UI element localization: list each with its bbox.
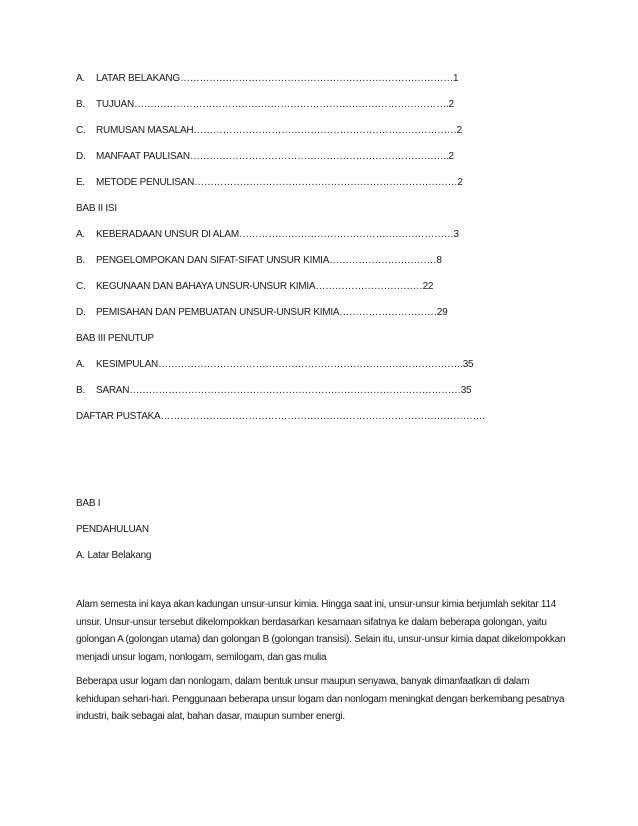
toc-entry-dots: ……………………………………………………………………………………. — [133, 99, 449, 110]
chapter-label: BAB I — [76, 498, 101, 509]
toc-entry-dots: ………………………………………………………………………………………… — [129, 385, 461, 396]
toc-entry — [76, 359, 506, 385]
toc-entry-title: LATAR BELAKANG — [96, 73, 180, 84]
toc-entry-letter: B. — [76, 385, 85, 396]
toc-entry-letter: A. — [76, 73, 85, 84]
toc-entry-letter: E. — [76, 177, 85, 188]
toc-entry-dots: ………………………………………………………… — [238, 229, 454, 240]
toc-entry-letter: B. — [76, 255, 85, 266]
toc-entry-dots: ………………………… — [339, 307, 437, 318]
toc-entry-title: TUJUAN — [96, 99, 134, 110]
toc-entry-page: 22 — [422, 281, 434, 292]
toc-entry — [76, 177, 506, 203]
toc-entry-title: PENGELOMPOKAN DAN SIFAT-SIFAT UNSUR KIMIA — [96, 255, 330, 266]
chapter-one — [76, 498, 566, 733]
chapter-title: PENDAHULUAN — [76, 524, 149, 535]
toc-entry-dots: …………………………………………………………………………………. — [157, 359, 463, 370]
toc-entry — [76, 125, 506, 151]
toc-entry-page: 35 — [462, 359, 474, 370]
toc-heading: BAB III PENUTUP — [76, 333, 154, 344]
toc-entry — [76, 229, 506, 255]
toc-entry-page: 3 — [453, 229, 459, 240]
toc-entry — [76, 73, 506, 99]
toc-entry-dots: …………………………… — [315, 281, 423, 292]
toc-entry-page: 2 — [448, 99, 454, 110]
toc-entry-letter: A. — [76, 229, 85, 240]
toc-entry-title: RUMUSAN MASALAH — [96, 125, 194, 136]
toc-entry-page: 35 — [460, 385, 472, 396]
toc-entry — [76, 385, 506, 411]
toc-entry-title: PEMISAHAN DAN PEMBUATAN UNSUR-UNSUR KIMIA — [96, 307, 340, 318]
toc-entry-dots: ……………………………………………………………………… — [193, 125, 457, 136]
toc-entry-title: METODE PENULISAN — [96, 177, 195, 188]
paragraph: Alam semesta ini kaya akan kadungan unsur-unsur kimia. Hingga saat ini, unsur-unsur kimia berjumlah sekitar 114 unsur. Unsur-unsur tersebut dikelompokkan berdasarkan kesamaan sifatnya ke dalam beberapa golongan, yaitu golongan A (golongan utama) dan golongan B (golongan transisi). Selain itu, unsur-unsur kimia dapat dikelompokkan menjadi unsur logam, nonlogam, semilogam, dan gas mulia — [76, 599, 566, 663]
section-heading: A. Latar Belakang — [76, 550, 152, 561]
toc-entry — [76, 99, 506, 125]
toc-heading: BAB II ISI — [76, 203, 117, 214]
toc-entry-letter: B. — [76, 99, 85, 110]
toc-entry-page: 1 — [452, 73, 459, 84]
toc-entry-page: 29 — [436, 307, 448, 318]
toc-entry-title: SARAN — [96, 385, 130, 396]
toc-entry-title: MANFAAT PAULISAN — [96, 151, 190, 162]
toc-entry — [76, 281, 506, 307]
toc-entry-dots: …………………………………………………………………….. — [189, 151, 449, 162]
toc-entry-dots: …………………………… — [329, 255, 437, 266]
toc-entry-dots: ……………………………………………………………………… — [194, 177, 458, 188]
toc-entry-title: KESIMPULAN — [96, 359, 158, 370]
toc-entry — [76, 307, 506, 333]
toc-entry-title: KEBERADAAN UNSUR DI ALAM — [96, 229, 239, 240]
toc-heading: DAFTAR PUSTAKA………………………………………………………………………………………. — [76, 411, 485, 422]
spacer — [76, 576, 566, 596]
toc-entry-page: 8 — [436, 255, 442, 266]
toc-entry-letter: D. — [76, 151, 86, 162]
toc-entry — [76, 255, 506, 281]
toc-entry-letter: C. — [76, 125, 86, 136]
toc-entry-page: 2 — [456, 125, 462, 136]
toc-entry-page: 2 — [457, 177, 463, 188]
toc-entry-page: 2 — [448, 151, 454, 162]
toc-entry-letter: D. — [76, 307, 86, 318]
table-of-contents — [76, 73, 506, 437]
toc-entry-letter: C. — [76, 281, 86, 292]
paragraph: Beberapa usur logam dan nonlogam, dalam bentuk unsur maupun senyawa, banyak dimanfaatkan di dalam kehidupan sehari-hari. Penggunaan beberapa unsur logam dan nonlogam meningkat dengan berkembang pesatnya industri, baik sebagai alat, bahan dasar, maupun sumber energi. — [76, 676, 565, 722]
toc-entry — [76, 151, 506, 177]
toc-entry-title: KEGUNAAN DAN BAHAYA UNSUR-UNSUR KIMIA — [96, 281, 316, 292]
toc-entry-letter: A. — [76, 359, 85, 370]
toc-entry-dots: ………………………………………………………………………… — [179, 73, 453, 84]
